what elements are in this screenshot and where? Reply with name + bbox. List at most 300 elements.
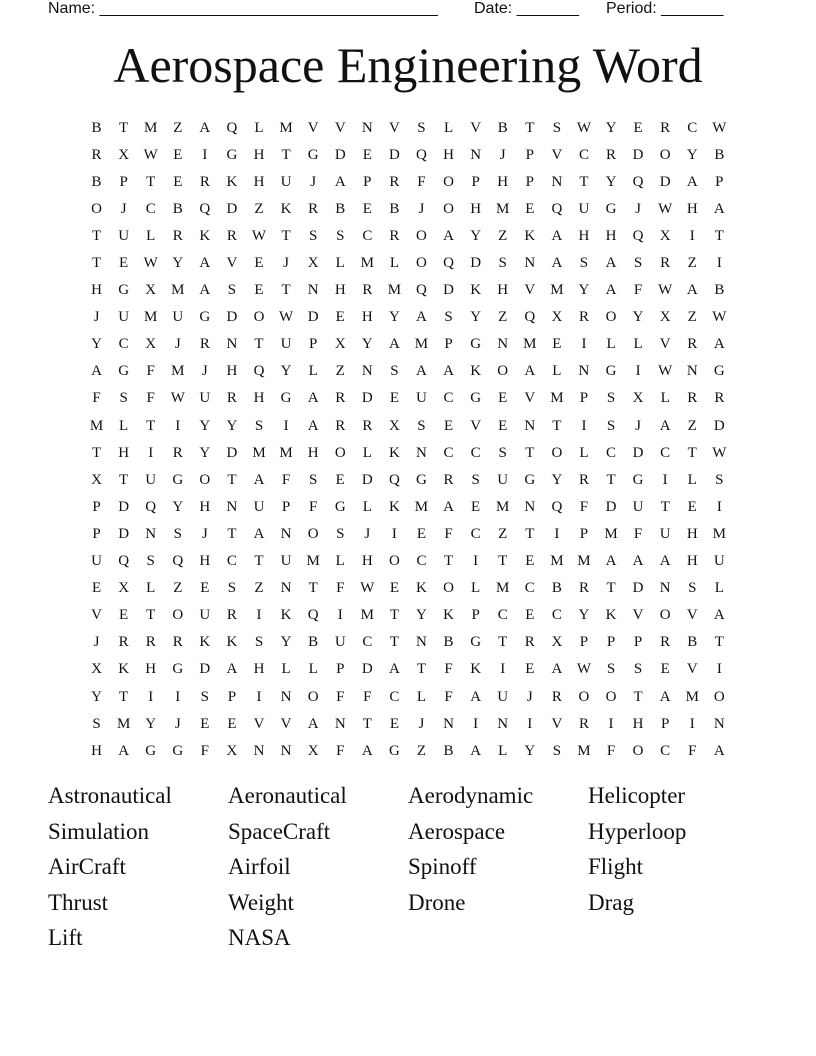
grid-letter: J (174, 715, 181, 732)
grid-letter: G (226, 146, 238, 163)
grid-letter: T (660, 498, 670, 515)
grid-letter: A (551, 661, 563, 678)
grid-letter: K (199, 634, 211, 651)
grid-row (83, 683, 733, 710)
grid-letter: G (172, 471, 184, 488)
grid-letter: N (280, 688, 292, 705)
grid-letter: E (389, 390, 399, 407)
grid-letter: M (550, 553, 564, 570)
grid-letter: T (146, 607, 156, 624)
grid-letter: P (579, 634, 589, 651)
grid-letter: U (659, 525, 671, 542)
grid-letter: H (253, 661, 265, 678)
grid-letter: Z (254, 200, 264, 217)
grid-letter: F (281, 471, 291, 488)
grid-letter: W (279, 309, 294, 326)
grid-letter: U (280, 336, 292, 353)
grid-letter: W (712, 119, 727, 136)
word-bank-item: Helicopter (588, 783, 686, 808)
grid-letter: T (714, 227, 724, 244)
grid-letter: I (662, 471, 668, 488)
page-title: Aerospace Engineering Word (113, 37, 703, 93)
grid-letter: Z (498, 525, 508, 542)
grid-letter: O (605, 309, 617, 326)
grid-letter: R (524, 634, 535, 651)
word-bank-item: SpaceCraft (228, 818, 331, 844)
grid-letter: T (91, 255, 102, 272)
grid-row (83, 304, 733, 331)
grid-letter: K (280, 200, 292, 217)
grid-letter: A (551, 227, 563, 244)
grid-letter: H (632, 715, 644, 732)
grid-letter: A (361, 742, 373, 759)
grid-letter: N (551, 173, 563, 190)
grid-letter: J (201, 363, 208, 380)
grid-letter: R (145, 634, 156, 651)
grid-letter: A (199, 282, 211, 299)
grid-letter: N (524, 417, 536, 434)
grid-letter: R (91, 146, 102, 163)
grid-letter: P (92, 498, 101, 515)
grid-row (83, 602, 733, 629)
grid-letter: H (334, 282, 346, 299)
grid-letter: G (470, 634, 482, 651)
grid-letter: I (608, 715, 614, 732)
grid-letter: F (336, 742, 345, 759)
grid-letter: R (578, 309, 589, 326)
grid-letter: C (226, 553, 237, 570)
grid-letter: N (713, 715, 725, 732)
grid-letter: D (388, 146, 400, 163)
grid-letter: Z (687, 255, 697, 272)
grid-letter: D (632, 146, 644, 163)
grid-letter: D (118, 525, 130, 542)
grid-letter: S (308, 471, 318, 488)
grid-letter: A (632, 553, 644, 570)
grid-letter: Y (361, 336, 373, 353)
grid-letter: Q (172, 553, 184, 570)
grid-letter: R (606, 146, 617, 163)
grid-letter: N (361, 363, 373, 380)
grid-letter: U (199, 607, 211, 624)
grid-letter: I (473, 715, 479, 732)
grid-letter: H (199, 553, 211, 570)
grid-letter: S (92, 715, 101, 732)
grid-letter: S (633, 661, 643, 678)
grid-letter: M (712, 525, 726, 542)
grid-letter: M (685, 688, 699, 705)
grid-letter: I (256, 688, 262, 705)
grid-letter: D (226, 309, 238, 326)
grid-letter: X (91, 471, 102, 488)
grid-letter: S (552, 119, 562, 136)
grid-letter: E (91, 580, 102, 597)
grid-letter: S (336, 227, 345, 244)
grid-row (83, 575, 733, 602)
grid-letter: A (334, 173, 346, 190)
grid-letter: J (310, 173, 317, 190)
grid-letter: C (416, 553, 427, 570)
grid-letter: M (279, 444, 293, 461)
grid-letter: U (416, 390, 427, 407)
grid-letter: G (334, 498, 346, 515)
grid-letter: Z (498, 309, 508, 326)
grid-letter: D (443, 282, 454, 299)
grid-letter: Y (172, 498, 184, 515)
grid-letter: H (686, 553, 698, 570)
grid-letter: R (443, 471, 454, 488)
grid-letter: A (388, 661, 400, 678)
grid-letter: Y (199, 444, 211, 461)
grid-letter: Z (173, 580, 183, 597)
grid-letter: X (334, 336, 346, 353)
grid-letter: Y (416, 607, 427, 624)
grid-letter: A (443, 363, 454, 380)
grid-row (83, 439, 733, 466)
grid-letter: H (443, 146, 454, 163)
grid-letter: H (497, 282, 509, 299)
grid-letter: O (443, 580, 454, 597)
grid-letter: G (713, 363, 725, 380)
grid-letter: T (362, 715, 372, 732)
grid-letter: N (470, 146, 482, 163)
word-bank (48, 781, 768, 959)
grid-letter: L (633, 336, 643, 353)
grid-letter: A (470, 688, 482, 705)
grid-row (83, 168, 733, 195)
grid-letter: N (280, 525, 292, 542)
grid-letter: T (714, 634, 724, 651)
grid-letter: D (307, 309, 319, 326)
grid-letter: F (633, 282, 643, 299)
grid-letter: O (443, 173, 454, 190)
grid-letter: H (253, 173, 265, 190)
grid-letter: B (91, 119, 102, 136)
grid-letter: L (146, 227, 156, 244)
grid-letter: I (716, 255, 722, 272)
grid-letter: R (335, 417, 346, 434)
grid-letter: A (659, 417, 671, 434)
grid-letter: M (496, 200, 510, 217)
grid-letter: Y (145, 715, 157, 732)
grid-letter: S (606, 661, 616, 678)
grid-letter: K (443, 607, 454, 624)
grid-letter: V (91, 607, 102, 624)
grid-letter: D (659, 173, 671, 190)
grid-letter: N (659, 580, 671, 597)
grid-row (83, 358, 733, 385)
grid-letter: Y (578, 607, 590, 624)
grid-letter: E (200, 715, 210, 732)
grid-letter: L (362, 444, 372, 461)
grid-letter: O (307, 525, 319, 542)
grid-letter: V (551, 146, 563, 163)
grid-letter: D (226, 200, 238, 217)
header-fields (48, 0, 748, 20)
grid-letter: N (686, 363, 698, 380)
grid-letter: N (226, 336, 238, 353)
grid-letter: O (307, 688, 319, 705)
grid-letter: U (91, 553, 102, 570)
grid-letter: R (660, 119, 671, 136)
grid-letter: H (91, 742, 102, 759)
grid-letter: C (660, 444, 671, 461)
grid-letter: T (227, 525, 237, 542)
grid-letter: R (118, 634, 129, 651)
grid-letter: S (417, 417, 426, 434)
grid-letter: U (172, 309, 184, 326)
grid-letter: L (119, 417, 129, 434)
grid-letter: F (200, 742, 210, 759)
grid-letter: M (144, 309, 158, 326)
grid-letter: W (576, 119, 592, 136)
grid-letter: T (146, 417, 156, 434)
grid-letter: A (416, 309, 427, 326)
grid-letter: H (578, 227, 590, 244)
grid-letter: E (335, 471, 345, 488)
grid-letter: W (658, 200, 673, 217)
grid-letter: J (174, 336, 181, 353)
grid-letter: P (227, 688, 237, 705)
grid-letter: P (363, 173, 372, 190)
grid-letter: T (606, 471, 616, 488)
grid-letter: U (280, 553, 292, 570)
grid-letter: K (199, 227, 211, 244)
grid-letter: N (361, 119, 373, 136)
grid-letter: N (226, 498, 238, 515)
grid-letter: S (498, 255, 507, 272)
grid-letter: C (497, 607, 508, 624)
grid-letter: C (443, 444, 454, 461)
grid-letter: H (91, 282, 102, 299)
grid-letter: Y (91, 688, 102, 705)
grid-letter: W (658, 363, 673, 380)
grid-letter: R (578, 580, 589, 597)
grid-letter: O (199, 471, 211, 488)
grid-letter: A (605, 255, 617, 272)
grid-letter: E (389, 580, 399, 597)
grid-letter: L (443, 119, 454, 136)
grid-letter: B (551, 580, 562, 597)
grid-letter: T (254, 336, 264, 353)
grid-letter: T (254, 553, 264, 570)
grid-letter: I (202, 146, 208, 163)
grid-letter: R (389, 173, 400, 190)
grid-letter: X (91, 661, 102, 678)
grid-letter: L (362, 498, 372, 515)
grid-letter: B (443, 634, 454, 651)
grid-row (83, 385, 733, 412)
grid-letter: J (526, 688, 533, 705)
grid-letter: L (308, 661, 318, 678)
grid-letter: T (687, 444, 697, 461)
grid-letter: O (388, 553, 400, 570)
grid-letter: A (713, 200, 725, 217)
grid-letter: R (172, 444, 183, 461)
grid-letter: L (714, 580, 724, 597)
grid-letter: Y (280, 363, 292, 380)
grid-letter: D (118, 498, 130, 515)
grid-letter: K (226, 173, 238, 190)
grid-letter: R (172, 634, 183, 651)
grid-letter: W (658, 282, 673, 299)
grid-letter: E (471, 498, 481, 515)
grid-letter: D (713, 417, 725, 434)
grid-letter: S (606, 390, 616, 407)
grid-letter: M (550, 390, 564, 407)
grid-letter: A (91, 363, 102, 380)
grid-letter: A (686, 173, 698, 190)
grid-letter: Q (551, 498, 563, 515)
grid-letter: E (525, 200, 535, 217)
grid-letter: V (524, 282, 536, 299)
grid-letter: Y (172, 255, 184, 272)
grid-letter: A (388, 336, 400, 353)
grid-letter: D (361, 471, 373, 488)
grid-letter: A (605, 282, 617, 299)
grid-letter: E (552, 336, 562, 353)
grid-letter: A (307, 715, 319, 732)
grid-letter: P (308, 336, 318, 353)
grid-letter: J (93, 309, 100, 326)
grid-letter: O (605, 688, 617, 705)
grid-letter: L (389, 255, 399, 272)
grid-letter: A (713, 607, 725, 624)
grid-letter: G (307, 146, 319, 163)
grid-letter: E (362, 200, 372, 217)
name-field: Name: ______________________________________ (48, 0, 438, 17)
grid-row (83, 249, 733, 276)
grid-letter: F (633, 525, 643, 542)
grid-letter: Q (253, 363, 265, 380)
grid-letter: V (470, 119, 482, 136)
grid-letter: X (307, 742, 319, 759)
grid-letter: G (172, 742, 184, 759)
grid-letter: I (581, 336, 587, 353)
grid-letter: V (632, 607, 644, 624)
letter-grid (83, 114, 733, 764)
grid-letter: I (391, 525, 397, 542)
grid-letter: O (551, 444, 563, 461)
grid-letter: P (633, 634, 643, 651)
grid-letter: Z (687, 417, 697, 434)
grid-letter: Z (173, 119, 183, 136)
grid-letter: L (498, 742, 508, 759)
grid-letter: Y (686, 146, 698, 163)
grid-letter: Q (226, 119, 238, 136)
grid-letter: L (471, 580, 481, 597)
grid-letter: G (118, 282, 130, 299)
grid-letter: I (689, 715, 695, 732)
grid-letter: M (360, 607, 374, 624)
grid-letter: R (578, 715, 589, 732)
grid-letter: W (170, 390, 185, 407)
grid-letter: A (524, 363, 536, 380)
grid-letter: C (606, 444, 617, 461)
grid-letter: R (714, 390, 725, 407)
grid-letter: I (175, 417, 181, 434)
grid-letter: E (498, 390, 508, 407)
grid-letter: K (470, 363, 482, 380)
grid-letter: E (362, 146, 372, 163)
grid-letter: P (444, 336, 453, 353)
grid-letter: U (199, 390, 211, 407)
grid-letter: T (389, 607, 399, 624)
grid-letter: P (579, 525, 589, 542)
grid-letter: E (525, 661, 535, 678)
grid-letter: B (714, 282, 725, 299)
grid-letter: Y (632, 309, 644, 326)
grid-letter: U (145, 471, 157, 488)
grid-letter: E (119, 255, 129, 272)
grid-letter: J (418, 715, 425, 732)
grid-letter: V (280, 715, 292, 732)
grid-letter: L (416, 688, 427, 705)
grid-row (83, 493, 733, 520)
grid-letter: U (713, 553, 725, 570)
grid-letter: B (497, 119, 508, 136)
grid-letter: O (632, 742, 644, 759)
grid-letter: Q (118, 553, 130, 570)
grid-letter: L (579, 444, 589, 461)
grid-row (83, 548, 733, 575)
grid-row (83, 737, 733, 764)
grid-letter: P (336, 661, 345, 678)
grid-letter: R (687, 390, 698, 407)
grid-letter: M (171, 363, 185, 380)
word-bank-item: Thrust (48, 889, 109, 915)
grid-letter: A (659, 688, 671, 705)
grid-letter: N (280, 580, 292, 597)
grid-letter: Y (524, 742, 536, 759)
grid-letter: O (443, 200, 454, 217)
grid-letter: C (362, 634, 373, 651)
grid-letter: S (579, 255, 589, 272)
grid-letter: O (416, 255, 427, 272)
grid-letter: M (523, 336, 537, 353)
grid-letter: U (118, 227, 130, 244)
grid-letter: N (253, 742, 265, 759)
grid-letter: C (145, 200, 156, 217)
grid-letter: I (716, 661, 722, 678)
grid-letter: X (388, 417, 400, 434)
grid-letter: Q (632, 173, 644, 190)
grid-letter: M (89, 417, 104, 434)
grid-letter: B (714, 146, 725, 163)
grid-letter: J (283, 255, 289, 272)
grid-letter: J (635, 417, 642, 434)
grid-letter: I (635, 363, 641, 380)
grid-letter: N (443, 715, 454, 732)
grid-letter: Y (470, 309, 482, 326)
word-bank-item: Simulation (48, 818, 149, 844)
grid-letter: E (416, 525, 427, 542)
word-bank-item: NASA (228, 925, 291, 951)
grid-letter: U (578, 200, 590, 217)
grid-letter: A (253, 525, 265, 542)
grid-letter: F (606, 742, 616, 759)
word-bank-item: Flight (588, 854, 643, 880)
grid-letter: L (254, 119, 264, 136)
grid-letter: F (146, 390, 155, 407)
grid-letter: P (579, 390, 589, 407)
grid-letter: A (253, 471, 265, 488)
grid-letter: N (416, 634, 427, 651)
grid-letter: G (605, 363, 617, 380)
grid-letter: O (91, 200, 102, 217)
grid-letter: A (713, 742, 725, 759)
grid-letter: T (119, 688, 129, 705)
